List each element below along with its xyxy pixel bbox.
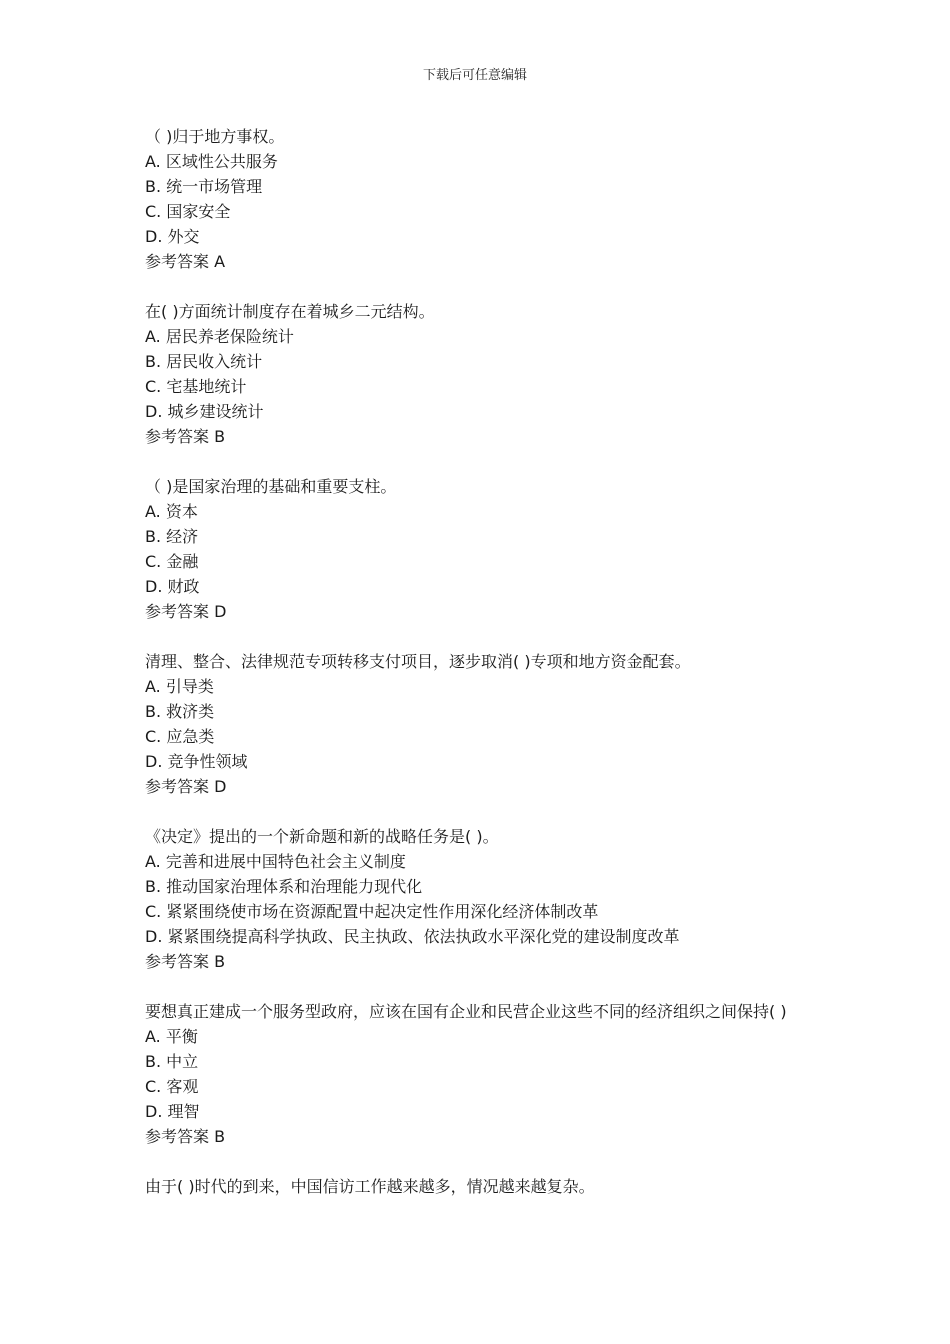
answer-line [145,1124,815,1149]
question-4 [145,649,815,799]
answer-line [145,774,815,799]
answer-label: 参考答案 [145,952,210,971]
answer-value: D [214,777,227,796]
option-a: A. 平衡 [145,1027,198,1046]
option-a: A. 引导类 [145,677,214,696]
answer-value: D [214,602,227,621]
answer-value: B [214,1127,226,1146]
question-7 [145,1174,815,1199]
option-a: A. 完善和进展中国特色社会主义制度 [145,852,406,871]
answer-label: 参考答案 [145,427,210,446]
question-stem: 要想真正建成一个服务型政府，应该在国有企业和民营企业这些不同的经济组织之间保持( ) [145,1002,787,1021]
question-stem: 在( )方面统计制度存在着城乡二元结构。 [145,302,435,321]
answer-value: B [214,427,226,446]
answer-label: 参考答案 [145,602,210,621]
option-c: C. 客观 [145,1077,199,1096]
option-d: D. 紧紧围绕提高科学执政、民主执政、依法执政水平深化党的建设制度改革 [145,927,680,946]
option-a: A. 资本 [145,502,198,521]
answer-value: A [214,252,226,271]
option-c: C. 紧紧围绕使市场在资源配置中起决定性作用深化经济体制改革 [145,902,599,921]
question-list [145,124,815,1224]
option-d: D. 财政 [145,577,200,596]
option-d: D. 外交 [145,227,200,246]
answer-line [145,949,815,974]
question-stem: 由于( )时代的到来，中国信访工作越来越多，情况越来越复杂。 [145,1177,595,1196]
answer-line [145,599,815,624]
option-b: B. 救济类 [145,702,215,721]
answer-line [145,424,815,449]
option-c: C. 国家安全 [145,202,231,221]
option-b: B. 中立 [145,1052,199,1071]
page-header: 下载后可任意编辑 [422,68,527,83]
question-stem: （ )是国家治理的基础和重要支柱。 [145,477,397,496]
question-5 [145,824,815,974]
option-b: B. 居民收入统计 [145,352,263,371]
option-d: D. 城乡建设统计 [145,402,264,421]
question-3 [145,474,815,624]
question-2 [145,299,815,449]
answer-label: 参考答案 [145,252,210,271]
question-1 [145,124,815,274]
option-c: C. 宅基地统计 [145,377,247,396]
answer-label: 参考答案 [145,1127,210,1146]
answer-line [145,249,815,274]
option-b: B. 统一市场管理 [145,177,263,196]
option-d: D. 竞争性领域 [145,752,248,771]
question-stem: 清理、整合、法律规范专项转移支付项目，逐步取消( )专项和地方资金配套。 [145,652,691,671]
option-c: C. 金融 [145,552,199,571]
option-c: C. 应急类 [145,727,215,746]
question-stem: （ )归于地方事权。 [145,127,285,146]
option-a: A. 区域性公共服务 [145,152,278,171]
option-b: B. 推动国家治理体系和治理能力现代化 [145,877,423,896]
question-stem: 《决定》提出的一个新命题和新的战略任务是( )。 [145,827,499,846]
answer-label: 参考答案 [145,777,210,796]
question-6 [145,999,815,1149]
answer-value: B [214,952,226,971]
option-d: D. 理智 [145,1102,200,1121]
option-b: B. 经济 [145,527,199,546]
option-a: A. 居民养老保险统计 [145,327,294,346]
